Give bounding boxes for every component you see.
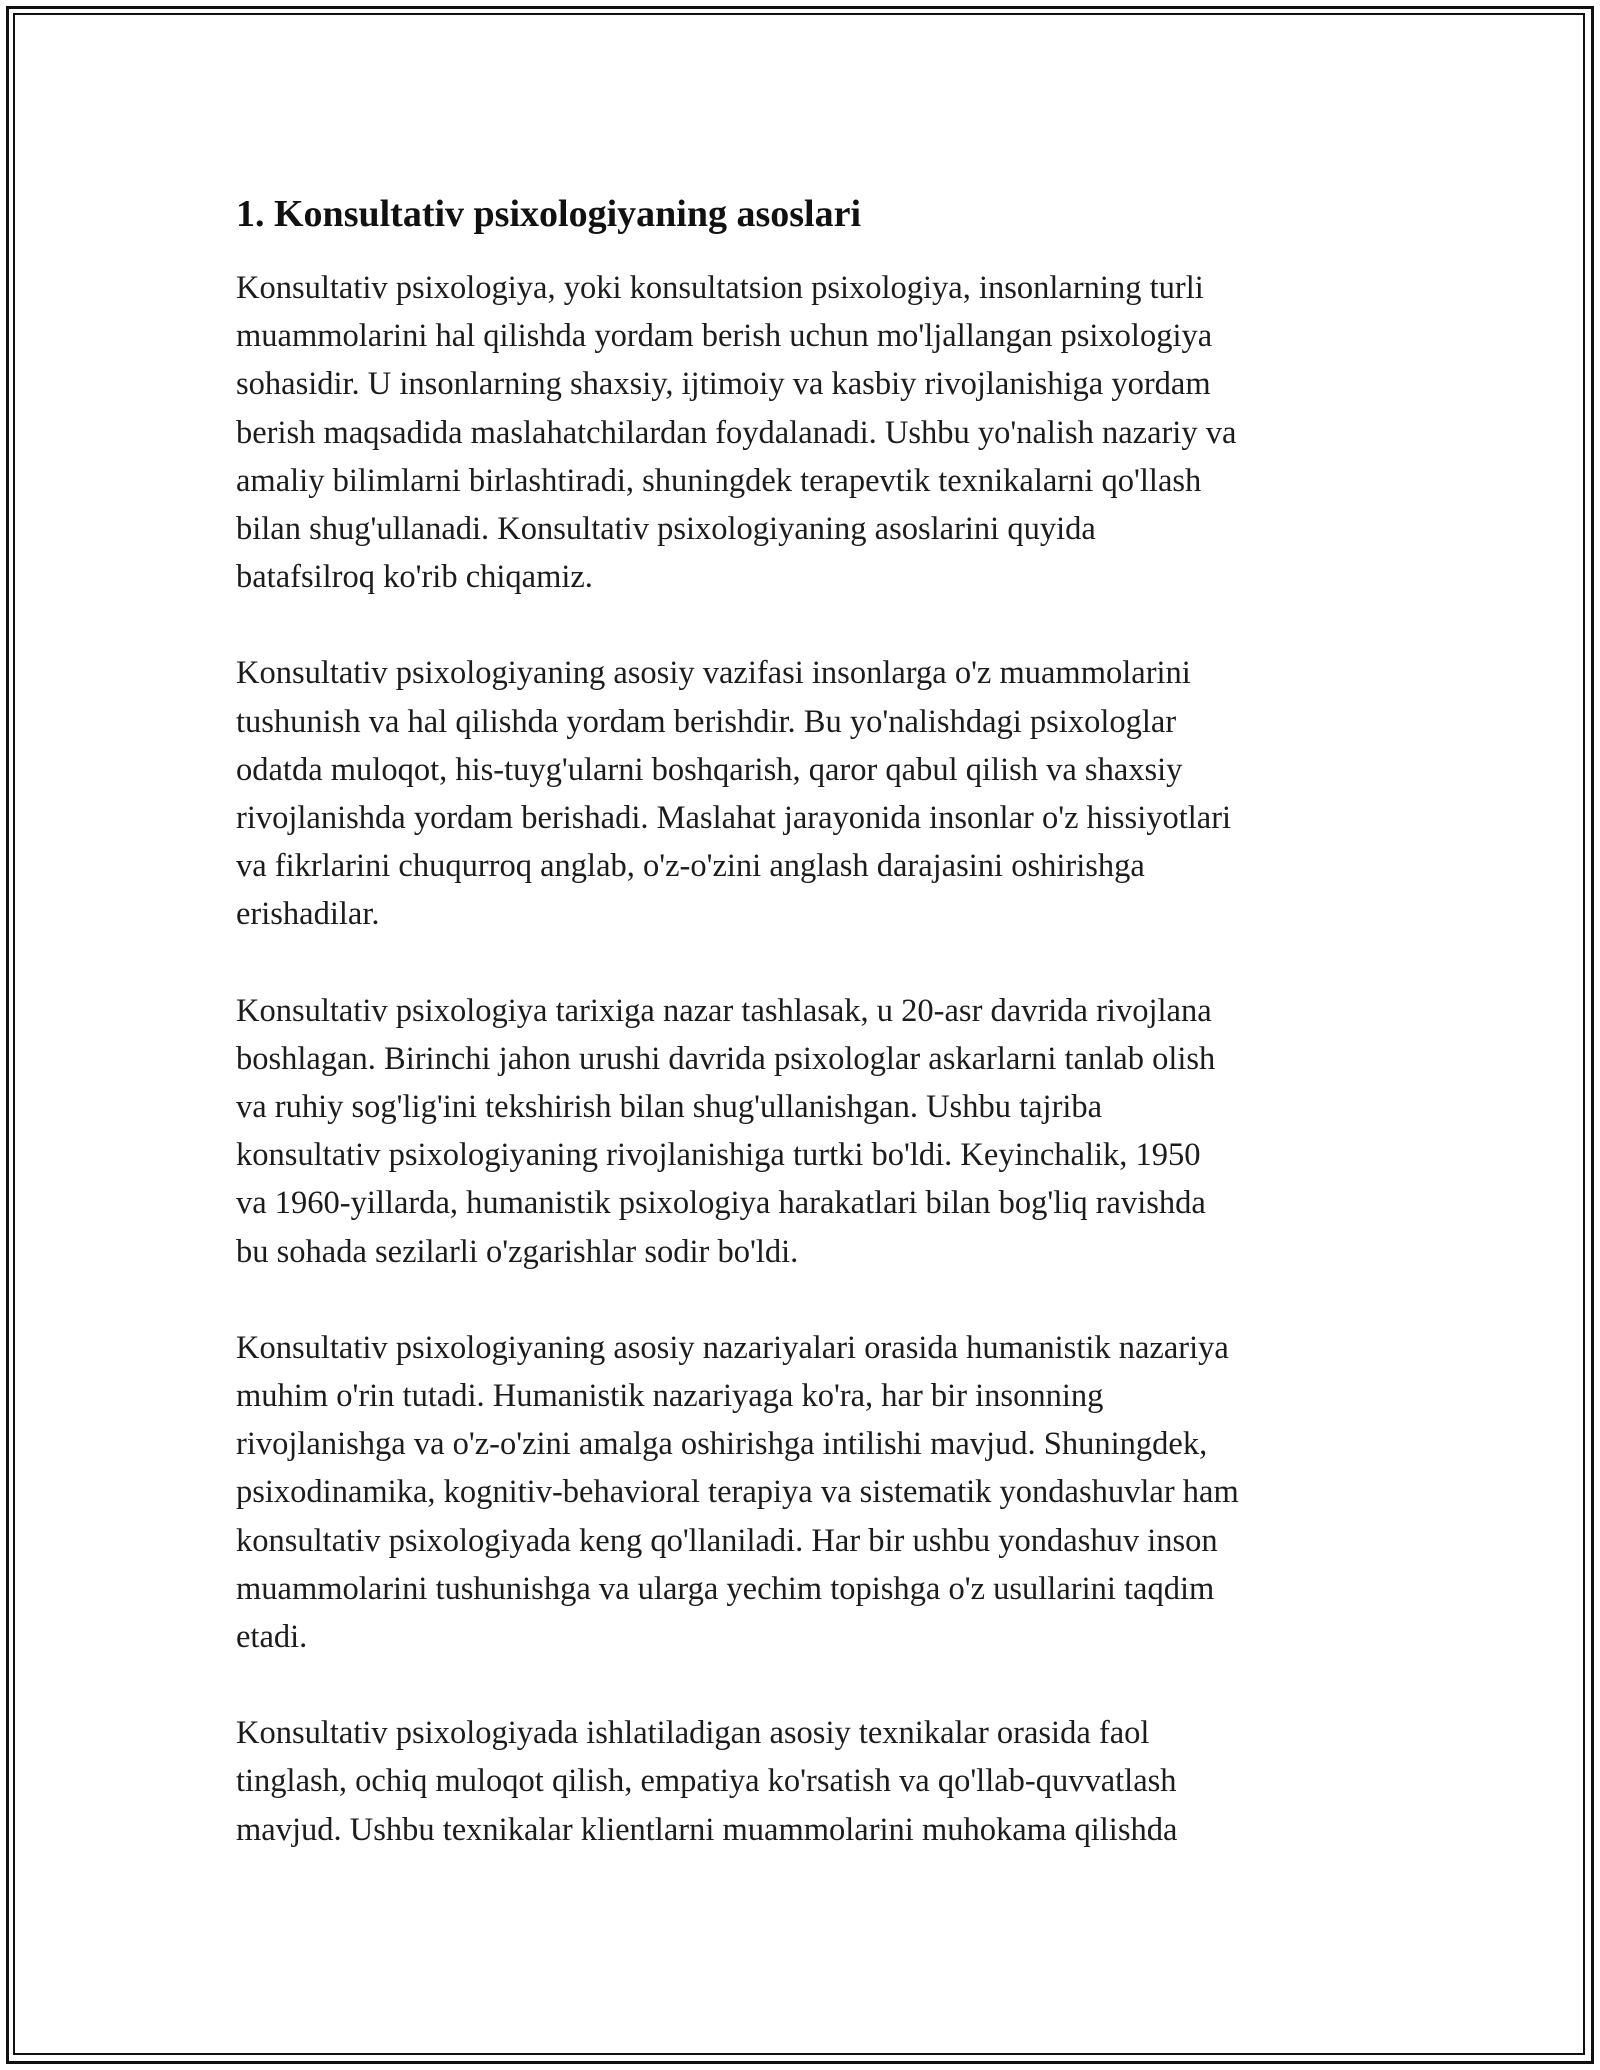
paragraph-theories: Konsultativ psixologiyaning asosiy nazariyalari orasida humanistik nazariya muhim o'rin tutadi. Humanistik nazariyaga ko'ra, har bir insonning rivojlanishga va o'z-o'zini amalga oshirishga intilishi mavjud. Shuningdek, psixodinamika, kognitiv-behavioral terapiya va sistematik yondashuvlar ham konsultativ psixologiyada keng qo'llaniladi. Har bir ushbu yondashuv inson muammolarini tushunishga va ularga yechim topishga o'z usullarini taqdim etadi.	[236, 1329, 1239, 1656]
paragraph-main-task: Konsultativ psixologiyaning asosiy vazifasi insonlarga o'z muammolarini tushunish va hal qilishda yordam berishdir. Bu yo'nalishdagi psixologlar odatda muloqot, his-tuyg'ularni boshqarish, qaror qabul qilish va shaxsiy rivojlanishda yordam berishadi. Maslahat jarayonida insonlar o'z hissiyotlari va fikrlarini chuqurroq anglab, o'z-o'zini anglash darajasini oshirishga erishadilar.	[236, 655, 1232, 933]
document-page	[236, 182, 1376, 1902]
paragraph-introduction: Konsultativ psixologiya, yoki konsultatsion psixologiya, insonlarning turli muammolarini hal qilishda yordam berish uchun mo'ljallangan psixologiya sohasidir. U insonlarning shaxsiy, ijtimoiy va kasbiy rivojlanishiga yordam berish maqsadida maslahatchilardan foydalanadi. Ushbu yo'nalish nazariy va amaliy bilimlarni birlashtiradi, shuningdek terapevtik texnikalarni qo'llash bilan shug'ullanadi. Konsultativ psixologiyaning asoslarini quyida batafsilroq ko'rib chiqamiz.	[236, 270, 1237, 596]
paragraph-history: Konsultativ psixologiya tarixiga nazar tashlasak, u 20-asr davrida rivojlana boshlagan. Birinchi jahon urushi davrida psixologlar askarlarni tanlab olish va ruhiy sog'lig'ini tekshirish bilan shug'ullanishgan. Ushbu tajriba konsultativ psixologiyaning rivojlanishiga turtki bo'ldi. Keyinchalik, 1950 va 1960-yillarda, humanistik psixologiya harakatlari bilan bog'liq ravishda bu sohada sezilarli o'zgarishlar sodir bo'ldi.	[236, 992, 1216, 1270]
paragraph-techniques: Konsultativ psixologiyada ishlatiladigan asosiy texnikalar orasida faol tinglash, ochiq muloqot qilish, empatiya ko'rsatish va qo'llab-quvvatlash mavjud. Ushbu texnikalar klientlarni muammolarini muhokama qilishda	[236, 1715, 1178, 1848]
section-heading: 1. Konsultativ psixologiyaning asoslari	[236, 193, 862, 235]
